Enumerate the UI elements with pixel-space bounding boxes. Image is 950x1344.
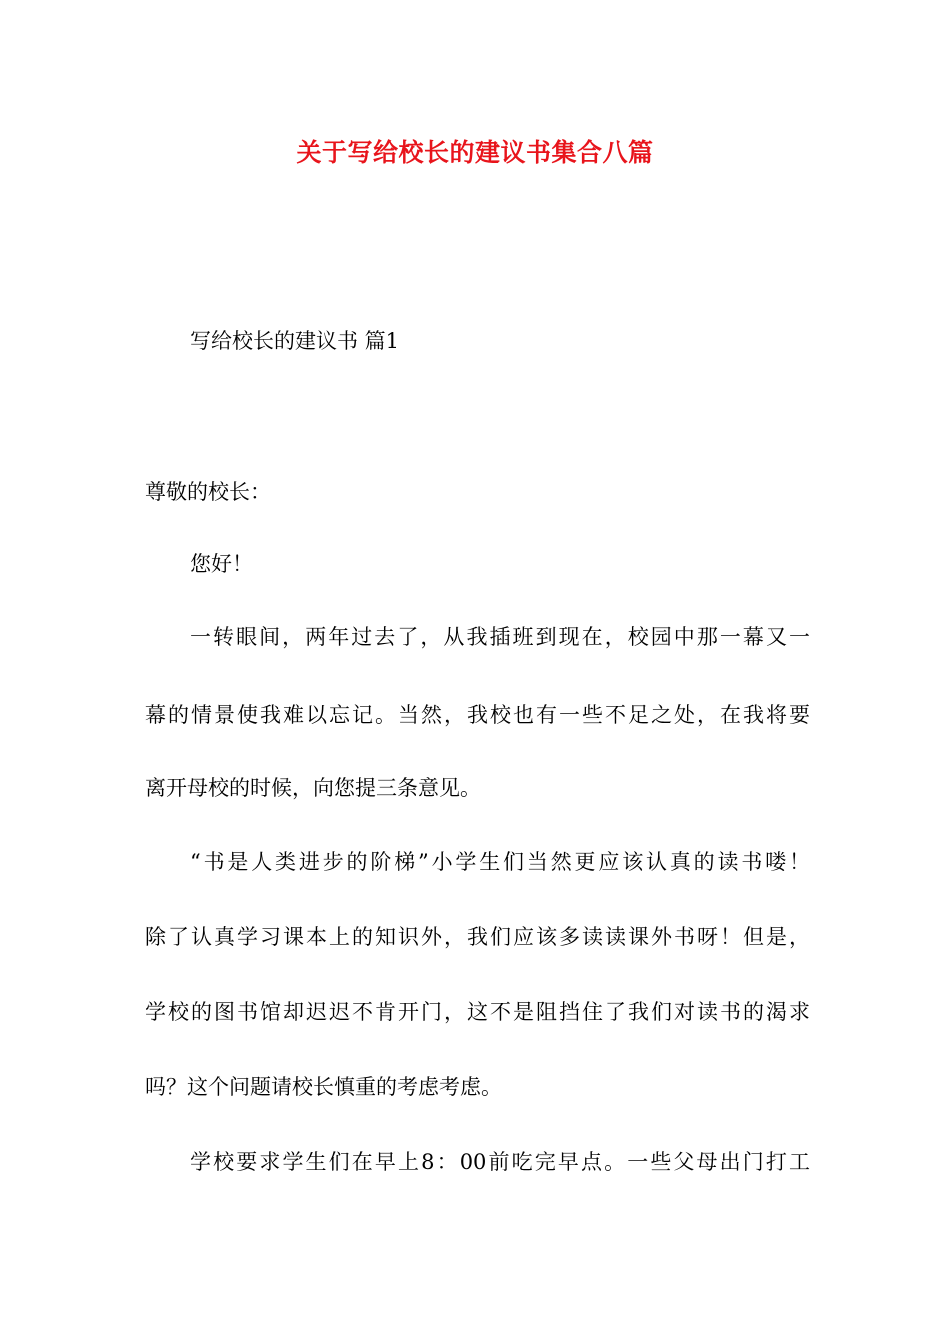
paragraph-line: 除了认真学习课本上的知识外，我们应该多读读课外书呀！但是， (145, 925, 810, 949)
paragraph-line: 一转眼间，两年过去了，从我插班到现在，校园中那一幕又一 (190, 625, 810, 649)
paragraph-line: “书是人类进步的阶梯”小学生们当然更应该认真的读书喽！ (190, 850, 810, 874)
section-heading: 写给校长的建议书 篇1 (190, 329, 400, 353)
paragraph-line: 吗？这个问题请校长慎重的考虑考虑。 (145, 1075, 502, 1099)
greeting: 您好！ (190, 552, 253, 576)
paragraph-line: 学校的图书馆却迟迟不肯开门，这不是阻挡住了我们对读书的渴求 (145, 1000, 810, 1024)
paragraph-line: 学校要求学生们在早上8：00前吃完早点。一些父母出门打工 (190, 1150, 810, 1174)
paragraph-line: 离开母校的时候，向您提三条意见。 (145, 776, 481, 800)
salutation: 尊敬的校长： (145, 480, 271, 504)
paragraph-line: 幕的情景使我难以忘记。当然，我校也有一些不足之处，在我将要 (145, 703, 810, 727)
document-title: 关于写给校长的建议书集合八篇 (296, 138, 654, 167)
